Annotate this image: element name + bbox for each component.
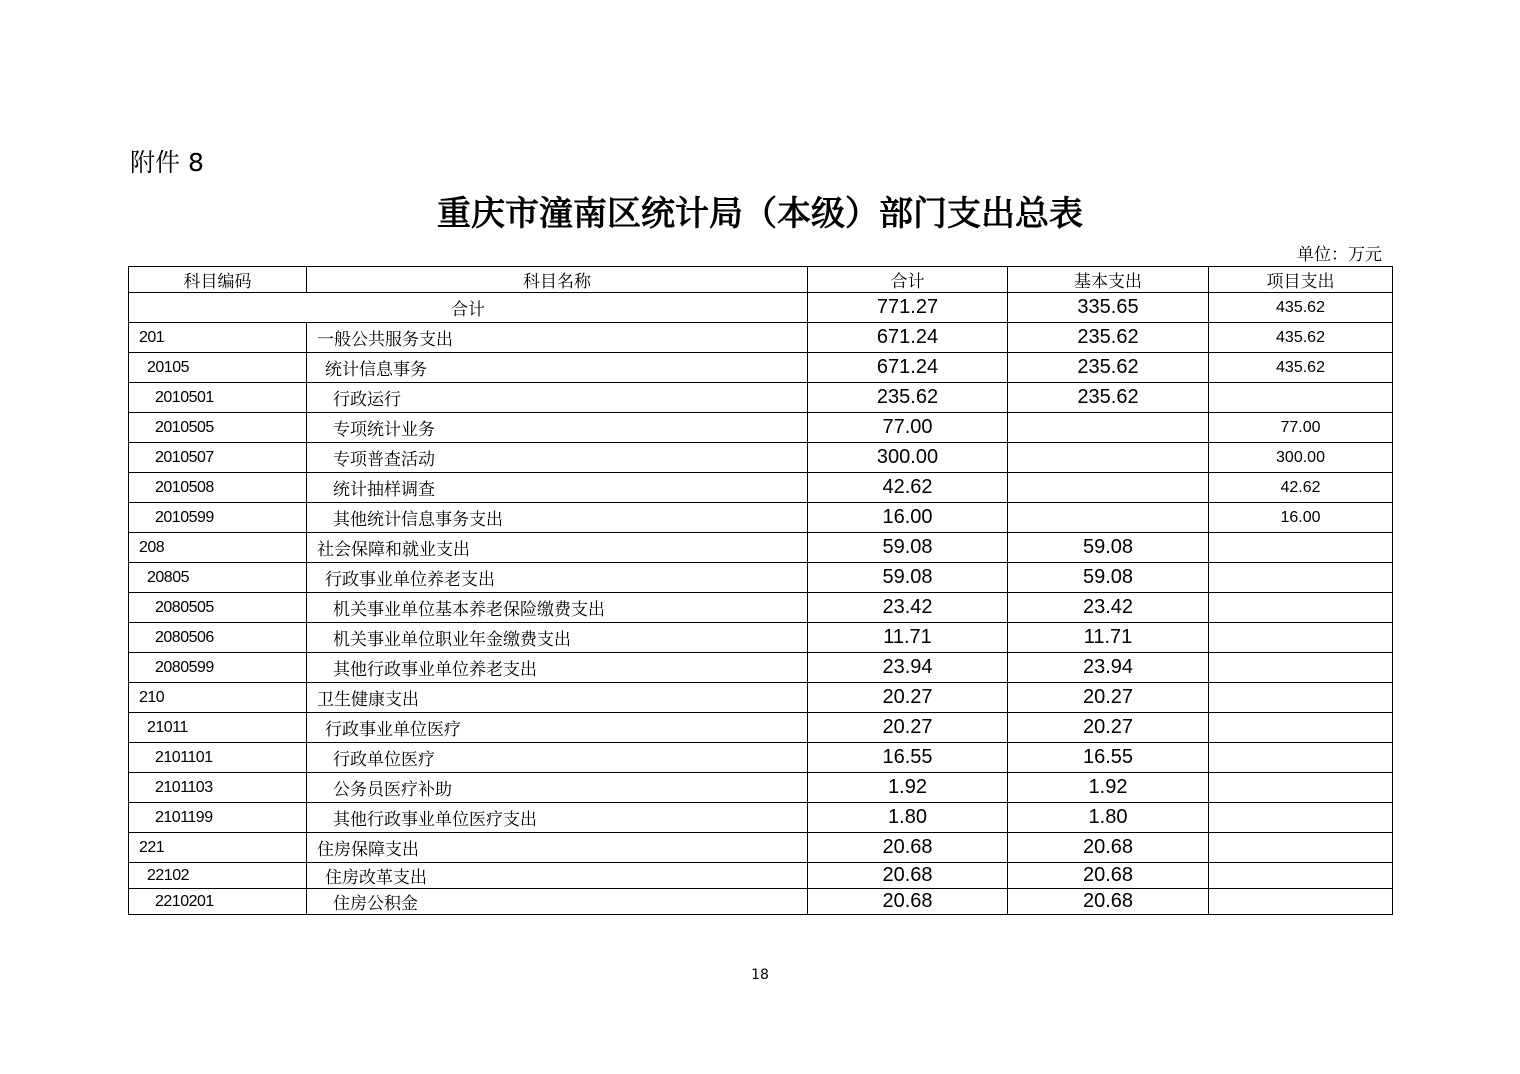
row-basic: 20.27 — [1008, 683, 1209, 713]
row-basic — [1008, 413, 1209, 443]
row-total: 1.80 — [808, 803, 1008, 833]
table-row — [129, 773, 1393, 803]
row-basic: 23.94 — [1008, 653, 1209, 683]
row-code: 20805 — [129, 563, 307, 593]
row-code: 221 — [129, 833, 307, 863]
table-row — [129, 563, 1393, 593]
header-basic: 基本支出 — [1008, 267, 1209, 293]
row-name: 行政事业单位医疗 — [307, 713, 808, 743]
row-basic: 235.62 — [1008, 383, 1209, 413]
row-code: 2101103 — [129, 773, 307, 803]
row-project — [1209, 593, 1393, 623]
row-basic: 20.68 — [1008, 833, 1209, 863]
row-project: 42.62 — [1209, 473, 1393, 503]
row-basic: 235.62 — [1008, 353, 1209, 383]
row-name: 一般公共服务支出 — [307, 323, 808, 353]
row-total: 59.08 — [808, 563, 1008, 593]
row-project — [1209, 533, 1393, 563]
table-row — [129, 503, 1393, 533]
row-code: 2010599 — [129, 503, 307, 533]
total-project: 435.62 — [1209, 293, 1393, 323]
row-project — [1209, 803, 1393, 833]
row-basic — [1008, 473, 1209, 503]
header-name: 科目名称 — [307, 267, 808, 293]
row-basic: 1.92 — [1008, 773, 1209, 803]
row-total: 235.62 — [808, 383, 1008, 413]
row-name: 卫生健康支出 — [307, 683, 808, 713]
row-name: 其他行政事业单位医疗支出 — [307, 803, 808, 833]
row-total: 23.42 — [808, 593, 1008, 623]
row-project: 435.62 — [1209, 353, 1393, 383]
document-title: 重庆市潼南区统计局（本级）部门支出总表 — [437, 194, 1083, 234]
row-name: 统计信息事务 — [307, 353, 808, 383]
page-number: 18 — [751, 967, 769, 983]
row-code: 20105 — [129, 353, 307, 383]
row-project — [1209, 743, 1393, 773]
row-total: 11.71 — [808, 623, 1008, 653]
row-project — [1209, 653, 1393, 683]
table-row — [129, 743, 1393, 773]
row-name: 机关事业单位职业年金缴费支出 — [307, 623, 808, 653]
row-code: 2010501 — [129, 383, 307, 413]
header-project: 项目支出 — [1209, 267, 1393, 293]
row-code: 2080599 — [129, 653, 307, 683]
table-row — [129, 833, 1393, 863]
table-row — [129, 443, 1393, 473]
row-total: 671.24 — [808, 323, 1008, 353]
row-name: 公务员医疗补助 — [307, 773, 808, 803]
row-name: 住房公积金 — [307, 889, 808, 915]
row-name: 其他统计信息事务支出 — [307, 503, 808, 533]
row-project — [1209, 889, 1393, 915]
table-row — [129, 889, 1393, 915]
row-basic: 23.42 — [1008, 593, 1209, 623]
row-total: 59.08 — [808, 533, 1008, 563]
row-total: 16.00 — [808, 503, 1008, 533]
row-name: 行政事业单位养老支出 — [307, 563, 808, 593]
row-basic — [1008, 443, 1209, 473]
row-basic: 59.08 — [1008, 563, 1209, 593]
table-row — [129, 623, 1393, 653]
row-code: 2010505 — [129, 413, 307, 443]
row-project — [1209, 623, 1393, 653]
row-basic: 235.62 — [1008, 323, 1209, 353]
row-name: 机关事业单位基本养老保险缴费支出 — [307, 593, 808, 623]
row-code: 208 — [129, 533, 307, 563]
row-code: 210 — [129, 683, 307, 713]
row-total: 1.92 — [808, 773, 1008, 803]
row-basic: 11.71 — [1008, 623, 1209, 653]
row-project — [1209, 773, 1393, 803]
row-name: 住房保障支出 — [307, 833, 808, 863]
row-total: 23.94 — [808, 653, 1008, 683]
row-basic: 20.68 — [1008, 863, 1209, 889]
table-row — [129, 803, 1393, 833]
row-total: 300.00 — [808, 443, 1008, 473]
header-total: 合计 — [808, 267, 1008, 293]
row-code: 2101199 — [129, 803, 307, 833]
row-code: 21011 — [129, 713, 307, 743]
table-row — [129, 413, 1393, 443]
table-row — [129, 863, 1393, 889]
table-row — [129, 353, 1393, 383]
row-total: 16.55 — [808, 743, 1008, 773]
row-name: 社会保障和就业支出 — [307, 533, 808, 563]
row-basic — [1008, 503, 1209, 533]
row-total: 42.62 — [808, 473, 1008, 503]
row-code: 201 — [129, 323, 307, 353]
row-total: 671.24 — [808, 353, 1008, 383]
row-project: 435.62 — [1209, 323, 1393, 353]
row-name: 专项普查活动 — [307, 443, 808, 473]
row-project — [1209, 683, 1393, 713]
row-basic: 16.55 — [1008, 743, 1209, 773]
row-name: 行政运行 — [307, 383, 808, 413]
row-name: 专项统计业务 — [307, 413, 808, 443]
row-code: 2080505 — [129, 593, 307, 623]
table-row — [129, 473, 1393, 503]
row-project — [1209, 383, 1393, 413]
row-code: 2210201 — [129, 889, 307, 915]
row-code: 2010508 — [129, 473, 307, 503]
row-total: 20.68 — [808, 889, 1008, 915]
table-row — [129, 533, 1393, 563]
row-code: 2080506 — [129, 623, 307, 653]
row-total: 20.27 — [808, 713, 1008, 743]
row-name: 住房改革支出 — [307, 863, 808, 889]
row-total: 20.68 — [808, 863, 1008, 889]
row-basic: 20.68 — [1008, 889, 1209, 915]
row-code: 2010507 — [129, 443, 307, 473]
total-row — [129, 293, 1393, 323]
row-project: 16.00 — [1209, 503, 1393, 533]
row-code: 2101101 — [129, 743, 307, 773]
row-name: 统计抽样调查 — [307, 473, 808, 503]
row-project — [1209, 833, 1393, 863]
table-row — [129, 713, 1393, 743]
unit-label: 单位：万元 — [1297, 245, 1382, 265]
row-name: 行政单位医疗 — [307, 743, 808, 773]
row-basic: 20.27 — [1008, 713, 1209, 743]
total-label: 合计 — [129, 293, 808, 323]
table-header-row — [129, 267, 1393, 293]
table-row — [129, 383, 1393, 413]
row-total: 20.27 — [808, 683, 1008, 713]
row-project — [1209, 563, 1393, 593]
row-basic: 59.08 — [1008, 533, 1209, 563]
row-total: 77.00 — [808, 413, 1008, 443]
expenditure-table — [128, 266, 1393, 915]
row-project: 300.00 — [1209, 443, 1393, 473]
row-project — [1209, 713, 1393, 743]
total-amount: 771.27 — [808, 293, 1008, 323]
total-basic: 335.65 — [1008, 293, 1209, 323]
table-row — [129, 323, 1393, 353]
row-project: 77.00 — [1209, 413, 1393, 443]
attachment-label: 附件 8 — [130, 148, 204, 177]
row-total: 20.68 — [808, 833, 1008, 863]
row-project — [1209, 863, 1393, 889]
table-row — [129, 653, 1393, 683]
row-basic: 1.80 — [1008, 803, 1209, 833]
table-row — [129, 593, 1393, 623]
table-row — [129, 683, 1393, 713]
header-code: 科目编码 — [129, 267, 307, 293]
row-name: 其他行政事业单位养老支出 — [307, 653, 808, 683]
row-code: 22102 — [129, 863, 307, 889]
